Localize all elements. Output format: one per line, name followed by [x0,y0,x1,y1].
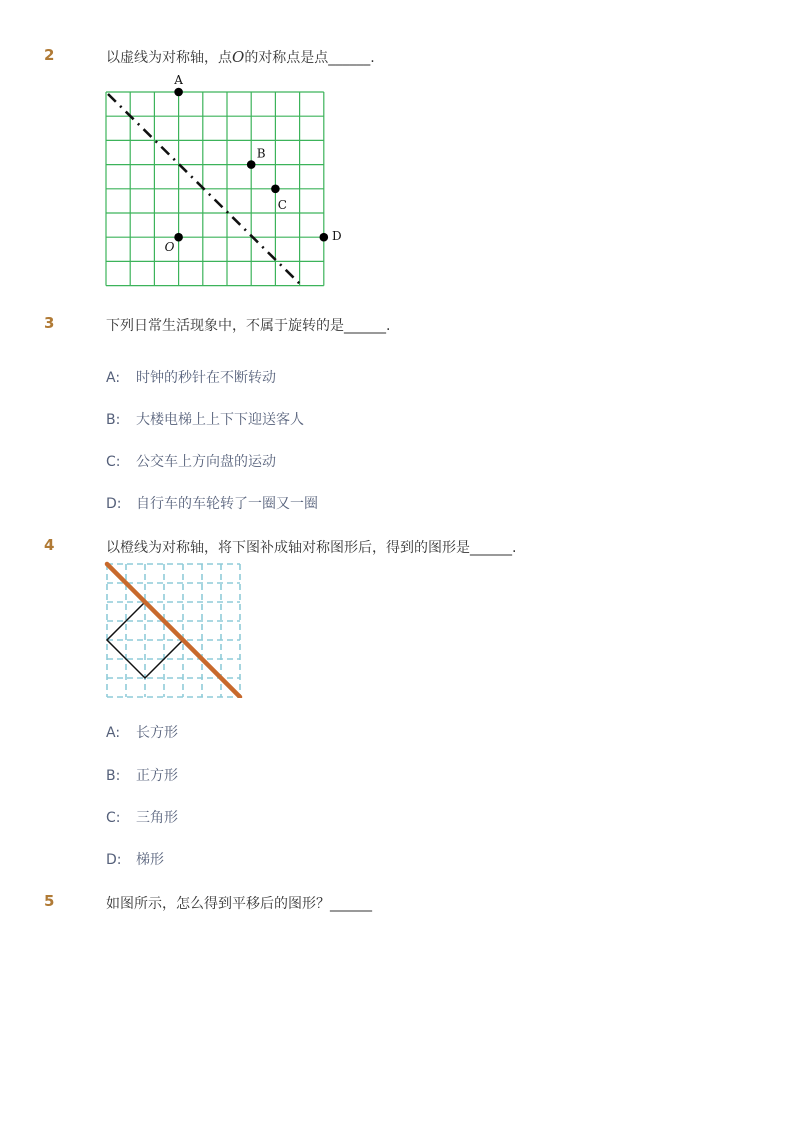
option-text: 大楼电梯上上下下迎送客人 [136,412,304,428]
question-number: 4 [44,536,55,554]
question-text-part: 的对称点是点______. [244,50,375,66]
option-letter: B: [106,768,121,784]
option-text: 正方形 [136,768,178,784]
option-letter: A: [106,725,121,741]
fold-grid-figure [100,558,250,698]
point-label: D [331,229,342,244]
point-label: O [164,240,175,255]
point-label: B [256,146,266,161]
option-letter: D: [106,852,122,868]
option-letter: C: [106,454,121,470]
option-a[interactable] [106,722,178,742]
point-variable: O [232,48,245,66]
option-text: 三角形 [136,810,178,826]
point-label: A [174,73,183,87]
point-marker [320,233,329,242]
option-text: 自行车的车轮转了一圈又一圈 [136,496,318,512]
option-text: 长方形 [136,725,178,741]
point-marker [271,185,280,194]
option-text: 公交车上方向盘的运动 [136,454,276,470]
option-letter: D: [106,496,122,512]
green-grid [106,92,324,286]
point-marker [247,160,256,169]
point-label: C [277,197,287,212]
option-text: 梯形 [136,852,164,868]
point-marker [174,233,183,242]
option-text: 时钟的秒针在不断转动 [136,370,276,386]
option-letter: C: [106,810,121,826]
question-text: 如图所示，怎么得到平移后的图形？______ [106,896,372,912]
option-b[interactable] [106,409,304,429]
labeled-points [165,73,342,254]
option-d[interactable] [106,849,164,869]
question-number: 3 [44,314,55,332]
option-letter: B: [106,412,121,428]
orange-symmetry-axis [107,564,240,697]
question-text: 以橙线为对称轴，将下图补成轴对称图形后，得到的图形是______. [106,540,517,556]
option-d[interactable] [106,493,318,513]
question-number: 2 [44,46,55,64]
symmetry-grid-figure [95,66,365,292]
option-c[interactable] [106,807,178,827]
option-b[interactable] [106,765,178,785]
option-c[interactable] [106,451,276,471]
question-text [106,47,375,67]
question-text: 下列日常生活现象中，不属于旋转的是______. [106,318,391,334]
point-marker [174,88,183,97]
option-letter: A: [106,370,121,386]
question-number: 5 [44,892,55,910]
question-text-part: 以虚线为对称轴，点 [106,50,232,66]
option-a[interactable] [106,367,276,387]
